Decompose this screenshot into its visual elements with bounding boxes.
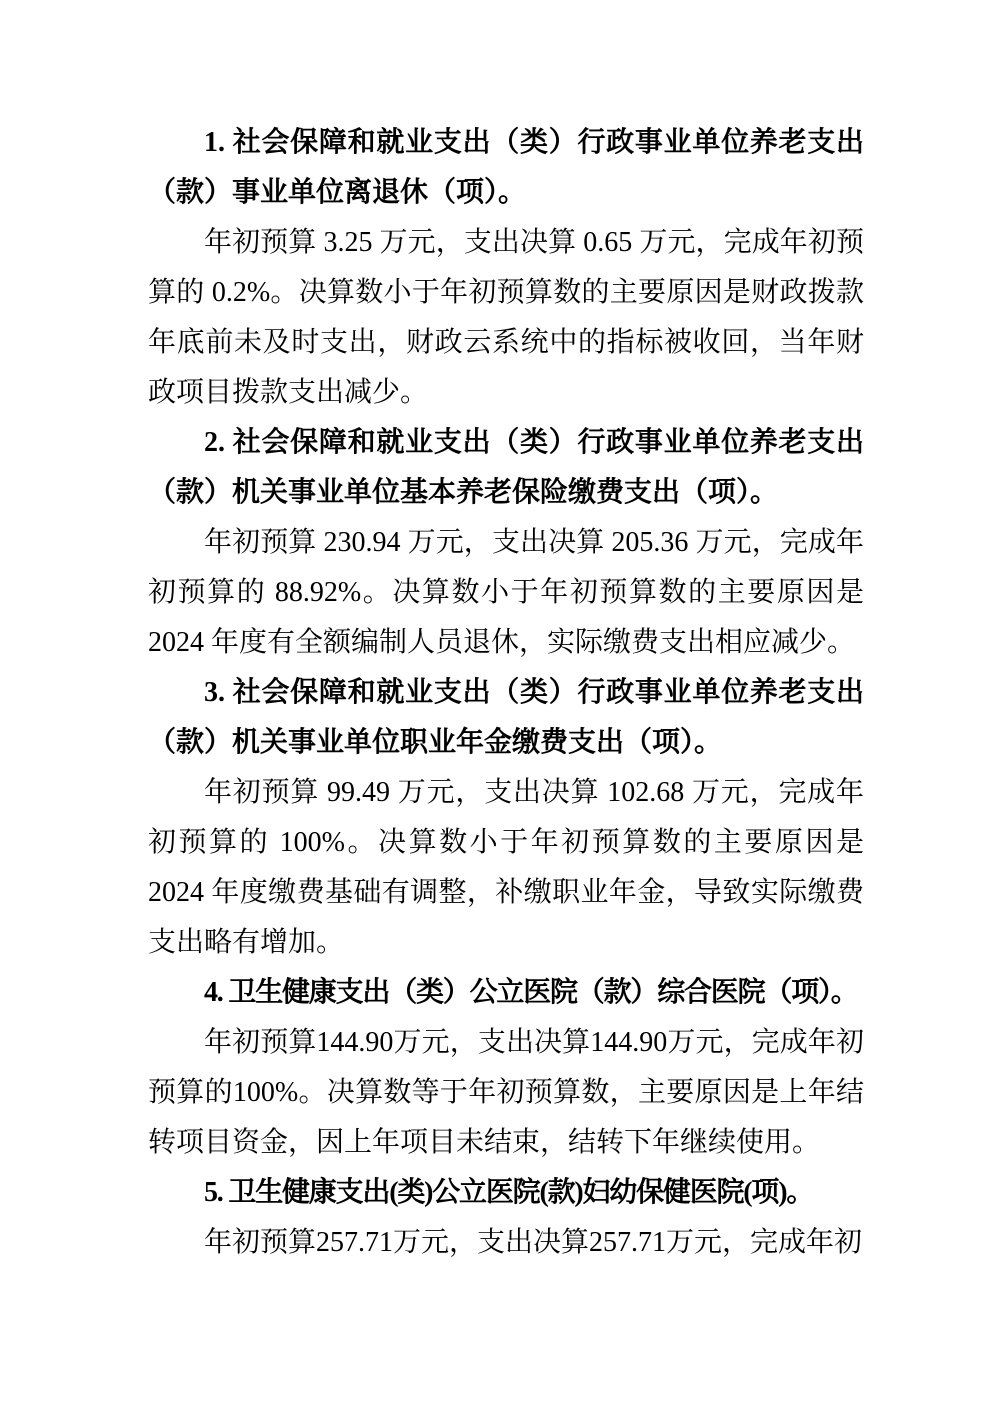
section-4-heading: 4. 卫生健康支出（类）公立医院（款）综合医院（项）。 [204, 977, 858, 1008]
section-3-heading: 3. 社会保障和就业支出（类）行政事业单位养老支出（款）机关事业单位职业年金缴费支出（项）。 [148, 677, 864, 758]
section-4 [148, 968, 864, 1168]
section-1 [148, 118, 864, 418]
section-5-body: 年初预算257.71万元，支出决算257.71万元，完成年初 [204, 1227, 863, 1258]
section-2 [148, 418, 864, 668]
section-2-heading: 2. 社会保障和就业支出（类）行政事业单位养老支出（款）机关事业单位基本养老保险缴费支出（项）。 [148, 427, 864, 508]
section-5-heading: 5. 卫生健康支出(类)公立医院(款)妇幼保健医院(项)。 [204, 1177, 814, 1208]
section-1-heading: 1. 社会保障和就业支出（类）行政事业单位养老支出（款）事业单位离退休（项）。 [148, 127, 864, 208]
section-3 [148, 668, 864, 968]
section-4-body: 年初预算144.90万元，支出决算144.90万元，完成年初预算的100%。决算数等于年初预算数，主要原因是上年结转项目资金，因上年项目未结束，结转下年继续使用。 [148, 1027, 864, 1158]
section-5 [148, 1168, 864, 1268]
section-1-body: 年初预算 3.25 万元，支出决算 0.65 万元，完成年初预算的 0.2%。决算数小于年初预算数的主要原因是财政拨款年底前未及时支出，财政云系统中的指标被收回，当年财政项目拨款支出减少。 [148, 227, 864, 408]
section-3-body: 年初预算 99.49 万元，支出决算 102.68 万元，完成年初预算的 100%。决算数小于年初预算数的主要原因是 2024 年度缴费基础有调整，补缴职业年金，导致实际缴费支出略有增加。 [148, 777, 864, 958]
section-2-body: 年初预算 230.94 万元，支出决算 205.36 万元，完成年初预算的 88.92%。决算数小于年初预算数的主要原因是 2024 年度有全额编制人员退休，实际缴费支出相应减少。 [148, 527, 864, 658]
